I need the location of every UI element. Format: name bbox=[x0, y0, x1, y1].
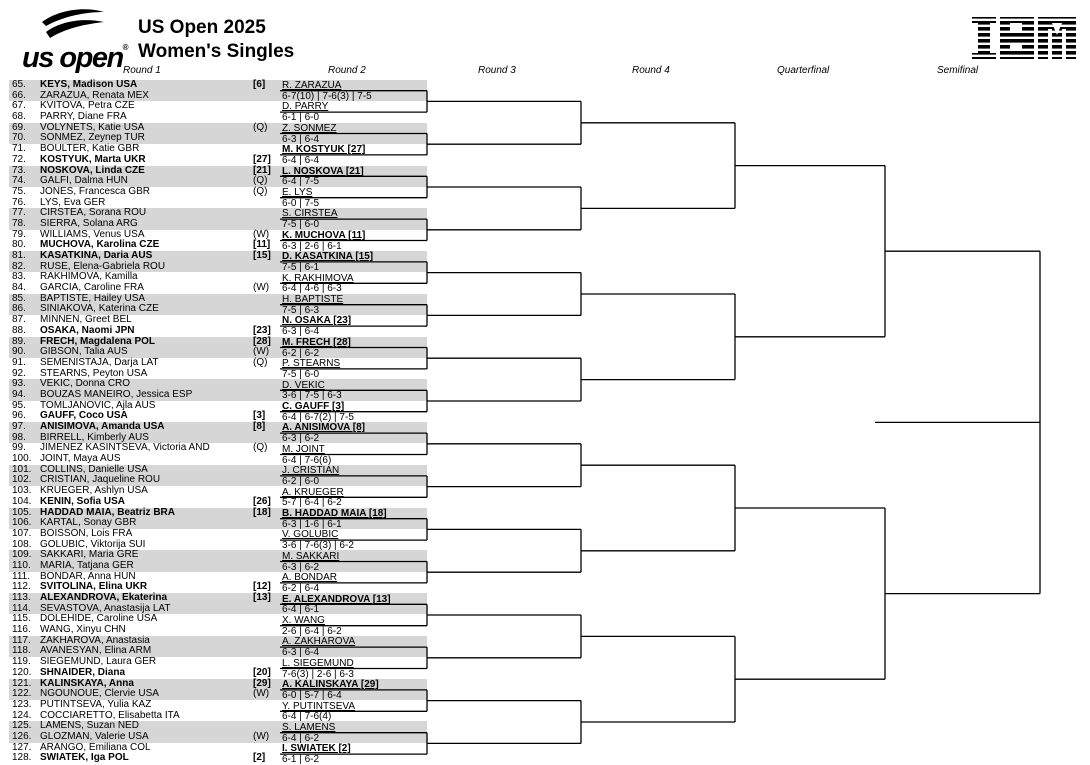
round-2-winner: I. SWIATEK [2] bbox=[282, 743, 351, 755]
player-name: NOSKOVA, Linda CZE bbox=[40, 164, 145, 176]
player-name: JONES, Francesca GBR bbox=[40, 185, 151, 197]
player-name: OSAKA, Naomi JPN bbox=[40, 324, 135, 336]
round-2-score: 6-4 | 7-5 bbox=[282, 176, 320, 188]
semifinal-header: Semifinal bbox=[937, 65, 979, 76]
player-seed: [20] bbox=[253, 666, 271, 678]
round-2-score: 6-4 | 6-7(2) | 7-5 bbox=[282, 411, 354, 423]
draw-position: 123. bbox=[12, 698, 32, 710]
player-name: BIRRELL, Kimberly AUS bbox=[40, 431, 149, 443]
draw-position: 87. bbox=[12, 314, 26, 326]
draw-position: 77. bbox=[12, 207, 26, 219]
draw-position: 102. bbox=[12, 474, 32, 486]
player-seed: (W) bbox=[253, 688, 270, 700]
draw-position: 128. bbox=[12, 752, 32, 764]
round-2-winner: D. VEKIC bbox=[282, 379, 325, 391]
draw-position: 125. bbox=[12, 720, 32, 732]
draw-position: 97. bbox=[12, 421, 26, 432]
player-seed: (Q) bbox=[253, 442, 268, 454]
player-seed: [21] bbox=[253, 164, 271, 176]
draw-position: 84. bbox=[12, 282, 26, 294]
player-name: ZARAZUA, Renata MEX bbox=[40, 89, 149, 101]
player-name: GIBSON, Talia AUS bbox=[40, 346, 128, 358]
round-2-winner: D. KASATKINA [15] bbox=[282, 251, 374, 263]
round-2-score: 6-1 | 6-2 bbox=[282, 754, 320, 765]
round-2-score: 6-2 | 6-2 bbox=[282, 347, 320, 359]
draw-position: 67. bbox=[12, 100, 26, 112]
player-seed: (W) bbox=[253, 228, 270, 240]
quarterfinal-header: Quarterfinal bbox=[777, 65, 830, 76]
player-name: ALEXANDROVA, Ekaterina bbox=[40, 592, 168, 603]
player-name: KASATKINA, Daria AUS bbox=[40, 250, 153, 261]
draw-position: 99. bbox=[12, 442, 26, 454]
player-name: AVANESYAN, Elina ARM bbox=[40, 645, 152, 657]
draw-position: 96. bbox=[12, 410, 26, 422]
round-2-score: 6-7(10) | 7-6(3) | 7-5 bbox=[282, 90, 372, 102]
player-seed: [23] bbox=[253, 324, 271, 336]
round-2-score: 6-0 | 5-7 | 6-4 bbox=[282, 689, 342, 701]
round-2-winner: B. HADDAD MAIA [18] bbox=[282, 508, 387, 519]
round-2-score: 6-3 | 6-4 bbox=[282, 133, 320, 145]
player-name: SEVASTOVA, Anastasija LAT bbox=[40, 602, 171, 614]
round-2-score: 6-2 | 6-0 bbox=[282, 475, 320, 487]
player-name: ZAKHAROVA, Anastasia bbox=[40, 634, 150, 646]
round-2-winner: E. LYS bbox=[282, 187, 313, 198]
player-name: KOSTYUK, Marta UKR bbox=[40, 153, 146, 165]
player-name: BOULTER, Katie GBR bbox=[40, 143, 140, 155]
draw-position: 89. bbox=[12, 335, 26, 347]
draw-position: 88. bbox=[12, 324, 26, 336]
player-seed: (Q) bbox=[253, 175, 268, 187]
round-2-score: 5-7 | 6-4 | 6-2 bbox=[282, 497, 342, 509]
player-name: KRUEGER, Ashlyn USA bbox=[40, 485, 148, 497]
player-seed: [27] bbox=[253, 153, 271, 165]
draw-position: 82. bbox=[12, 260, 26, 272]
player-seed: [29] bbox=[253, 677, 271, 689]
ibm-logo-text: IBM bbox=[968, 15, 970, 16]
draw-position: 124. bbox=[12, 709, 32, 721]
player-seed: (W) bbox=[253, 282, 270, 294]
round-2-score: 7-5 | 6-1 bbox=[282, 261, 320, 273]
round-2-score: 6-2 | 6-4 bbox=[282, 582, 320, 594]
draw-position: 75. bbox=[12, 185, 26, 197]
round-2-score: 6-1 | 6-0 bbox=[282, 112, 320, 124]
player-seed: (W) bbox=[253, 730, 270, 742]
draw-position: 71. bbox=[12, 143, 26, 155]
player-name: GALFI, Dalma HUN bbox=[40, 175, 128, 187]
round-2-winner: A. KRUEGER bbox=[282, 486, 344, 498]
player-seed: (Q) bbox=[253, 121, 268, 133]
draw-position: 113. bbox=[12, 592, 31, 603]
draw-position: 105. bbox=[12, 506, 32, 518]
player-name: NGOUNOUE, Clervie USA bbox=[40, 688, 159, 700]
logo-wordmark: us open bbox=[22, 42, 123, 74]
round-2-winner: A. ZAKHAROVA bbox=[282, 636, 356, 648]
draw-position: 126. bbox=[12, 730, 32, 742]
player-name: RAKHIMOVA, Kamilla bbox=[40, 271, 138, 283]
round-2-winner: K. RAKHIMOVA bbox=[282, 272, 354, 284]
draw-position: 69. bbox=[12, 121, 26, 133]
round-2-winner: K. MUCHOVA [11] bbox=[282, 229, 366, 241]
round-2-winner: J. CRISTIAN bbox=[282, 465, 340, 477]
player-seed: [26] bbox=[253, 495, 271, 507]
player-seed: (Q) bbox=[253, 356, 268, 368]
draw-position: 76. bbox=[12, 196, 26, 208]
round-2-score: 3-6 | 7-6(3) | 6-2 bbox=[282, 540, 354, 552]
player-name: BOISSON, Lois FRA bbox=[40, 527, 133, 539]
player-name: GLOZMAN, Valerie USA bbox=[40, 730, 149, 742]
draw-position: 70. bbox=[12, 132, 26, 144]
round-2-winner: D. PARRY bbox=[282, 101, 329, 113]
player-name: JOINT, Maya AUS bbox=[40, 453, 121, 465]
draw-position: 72. bbox=[12, 153, 26, 165]
round-2-winner: H. BAPTISTE bbox=[282, 294, 344, 305]
player-name: BAPTISTE, Hailey USA bbox=[40, 292, 146, 304]
player-name: DOLEHIDE, Caroline USA bbox=[40, 613, 158, 625]
draw-position: 121. bbox=[12, 677, 32, 689]
draw-position: 118. bbox=[12, 645, 31, 657]
round-2-score: 7-5 | 6-0 bbox=[282, 368, 320, 380]
player-name: WILLIAMS, Venus USA bbox=[40, 228, 145, 240]
player-name: SVITOLINA, Elina UKR bbox=[40, 581, 148, 593]
draw-position: 106. bbox=[12, 517, 32, 529]
player-name: BOUZAS MANEIRO, Jessica ESP bbox=[40, 388, 193, 400]
draw-position: 127. bbox=[12, 741, 32, 753]
round-2-score: 6-4 | 6-4 bbox=[282, 154, 320, 166]
player-name: CRISTIAN, Jaqueline ROU bbox=[40, 474, 161, 486]
player-seed: [13] bbox=[253, 592, 271, 603]
round-2-score: 6-0 | 7-5 bbox=[282, 197, 320, 209]
round-2-winner: P. STEARNS bbox=[282, 358, 341, 370]
round-2-score: 6-3 | 1-6 | 6-1 bbox=[282, 518, 342, 530]
round-2-winner: V. GOLUBIC bbox=[282, 529, 339, 541]
draw-position: 110. bbox=[12, 559, 31, 571]
player-name: KALINSKAYA, Anna bbox=[40, 677, 134, 689]
player-name: WANG, Xinyu CHN bbox=[40, 624, 126, 636]
round-2-score: 6-4 | 6-2 bbox=[282, 732, 320, 744]
player-name: ANISIMOVA, Amanda USA bbox=[40, 421, 165, 432]
player-name: HADDAD MAIA, Beatriz BRA bbox=[40, 506, 176, 518]
player-name: BONDAR, Anna HUN bbox=[40, 570, 136, 582]
player-name: LAMENS, Suzan NED bbox=[40, 720, 139, 732]
draw-position: 103. bbox=[12, 485, 32, 497]
player-name: SAKKARI, Maria GRE bbox=[40, 549, 139, 561]
player-name: COCCIARETTO, Elisabetta ITA bbox=[40, 709, 180, 721]
draw-position: 94. bbox=[12, 388, 26, 400]
player-seed: [8] bbox=[253, 421, 266, 432]
round-2-winner: A. BONDAR bbox=[282, 572, 338, 584]
round-2-winner: N. OSAKA [23] bbox=[282, 315, 352, 327]
player-name: RUSE, Elena-Gabriela ROU bbox=[40, 260, 166, 272]
draw-position: 86. bbox=[12, 303, 26, 315]
draw-position: 85. bbox=[12, 292, 26, 304]
player-name: SHNAIDER, Diana bbox=[40, 666, 126, 678]
registered-mark: ® bbox=[122, 43, 128, 52]
player-name: VEKIC, Donna CRO bbox=[40, 378, 131, 390]
draw-position: 73. bbox=[12, 164, 26, 176]
player-seed: [15] bbox=[253, 250, 271, 261]
draw-position: 120. bbox=[12, 666, 32, 678]
round-2-winner: Z. SONMEZ bbox=[282, 122, 337, 134]
round-2-score: 7-5 | 6-3 bbox=[282, 304, 320, 316]
player-seed: (W) bbox=[253, 346, 270, 358]
player-seed: [6] bbox=[253, 79, 266, 90]
round-2-score: 6-4 | 7-6(4) bbox=[282, 711, 332, 723]
player-name: STEARNS, Peyton USA bbox=[40, 367, 148, 379]
draw-position: 107. bbox=[12, 527, 32, 539]
round-2-winner: M. SAKKARI bbox=[282, 550, 340, 562]
draw-position: 66. bbox=[12, 89, 26, 101]
page-title: US Open 2025 bbox=[138, 17, 266, 38]
round-2-winner: E. ALEXANDROVA [13] bbox=[282, 593, 391, 605]
draw-position: 90. bbox=[12, 346, 26, 358]
round-2-winner: Y. PUTINTSEVA bbox=[282, 700, 355, 712]
round-2-winner: M. KOSTYUK [27] bbox=[282, 144, 366, 156]
draw-position: 98. bbox=[12, 431, 26, 443]
round-2-winner: S. LAMENS bbox=[282, 722, 336, 733]
draw-position: 81. bbox=[12, 250, 26, 261]
round-2-score: 6-4 | 6-1 bbox=[282, 604, 320, 616]
round-4-header: Round 4 bbox=[632, 65, 670, 76]
round-2-winner: M. FRECH [28] bbox=[282, 336, 351, 348]
round-2-winner: S. CIRSTEA bbox=[282, 208, 338, 220]
player-name: SONMEZ, Zeynep TUR bbox=[40, 132, 145, 144]
draw-position: 91. bbox=[12, 356, 26, 368]
draw-position: 92. bbox=[12, 367, 26, 379]
player-name: SINIAKOVA, Katerina CZE bbox=[40, 303, 159, 315]
player-seed: [11] bbox=[253, 239, 271, 251]
player-name: LYS, Eva GER bbox=[40, 196, 106, 208]
player-name: JIMENEZ KASINTSEVA, Victoria AND bbox=[40, 442, 210, 454]
player-name: ARANGO, Emiliana COL bbox=[40, 741, 151, 753]
draw-position: 112. bbox=[12, 581, 31, 593]
player-seed: [3] bbox=[253, 410, 266, 422]
draw-position: 83. bbox=[12, 271, 26, 283]
round-2-score: 6-3 | 6-4 bbox=[282, 326, 320, 338]
draw-position: 116. bbox=[12, 624, 31, 636]
round-2-score: 6-3 | 6-2 bbox=[282, 561, 320, 573]
player-name: GOLUBIC, Viktorija SUI bbox=[40, 538, 146, 550]
player-seed: [12] bbox=[253, 581, 271, 593]
draw-position: 65. bbox=[12, 79, 26, 90]
player-name: PARRY, Diane FRA bbox=[40, 111, 127, 123]
draw-position: 122. bbox=[12, 688, 32, 700]
round-2-score: 6-4 | 7-6(6) bbox=[282, 454, 332, 466]
player-name: COLLINS, Danielle USA bbox=[40, 463, 148, 475]
player-name: GAUFF, Coco USA bbox=[40, 410, 128, 422]
draw-position: 109. bbox=[12, 549, 32, 561]
player-seed: (Q) bbox=[253, 185, 268, 197]
round-2-winner: M. JOINT bbox=[282, 443, 325, 455]
player-name: MINNEN, Greet BEL bbox=[40, 314, 132, 326]
page-subtitle: Women's Singles bbox=[138, 41, 295, 62]
round-2-score: 6-4 | 4-6 | 6-3 bbox=[282, 283, 342, 295]
round-1-header: Round 1 bbox=[123, 65, 161, 76]
round-2-score: 3-6 | 7-5 | 6-3 bbox=[282, 390, 342, 402]
round-2-winner: C. GAUFF [3] bbox=[282, 401, 345, 412]
player-name: SWIATEK, Iga POL bbox=[40, 752, 129, 764]
draw-position: 104. bbox=[12, 495, 32, 507]
round-2-score: 6-3 | 6-4 bbox=[282, 647, 320, 659]
player-name: CIRSTEA, Sorana ROU bbox=[40, 207, 147, 219]
draw-position: 119. bbox=[12, 656, 31, 668]
player-name: TOMLJANOVIC, Ajla AUS bbox=[40, 399, 156, 411]
draw-position: 100. bbox=[12, 453, 32, 465]
round-2-score: 6-3 | 2-6 | 6-1 bbox=[282, 240, 342, 252]
round-2-score: 2-6 | 6-4 | 6-2 bbox=[282, 625, 342, 637]
round-2-header: Round 2 bbox=[328, 65, 366, 76]
draw-position: 117. bbox=[12, 634, 31, 646]
round-2-score: 6-3 | 6-2 bbox=[282, 433, 320, 445]
draw-position: 114. bbox=[12, 602, 31, 614]
player-name: VOLYNETS, Katie USA bbox=[40, 121, 145, 133]
player-seed: [18] bbox=[253, 506, 271, 518]
round-2-winner: L. SIEGEMUND bbox=[282, 657, 354, 669]
round-2-winner: A. ANISIMOVA [8] bbox=[282, 422, 365, 434]
draw-position: 93. bbox=[12, 378, 26, 390]
draw-position: 79. bbox=[12, 228, 26, 240]
round-2-score: 7-5 | 6-0 bbox=[282, 219, 320, 231]
player-name: KENIN, Sofia USA bbox=[40, 495, 126, 507]
player-name: KARTAL, Sonay GBR bbox=[40, 517, 137, 529]
draw-position: 108. bbox=[12, 538, 32, 550]
round-2-winner: X. WANG bbox=[282, 615, 325, 626]
draw-position: 68. bbox=[12, 111, 26, 123]
round-2-winner: A. KALINSKAYA [29] bbox=[282, 679, 379, 691]
player-name: MARIA, Tatjana GER bbox=[40, 559, 134, 571]
round-2-winner: L. NOSKOVA [21] bbox=[282, 165, 364, 177]
draw-position: 101. bbox=[12, 463, 32, 475]
draw-position: 74. bbox=[12, 175, 26, 187]
player-seed: [2] bbox=[253, 752, 266, 764]
draw-position: 80. bbox=[12, 239, 26, 251]
round-2-winner: R. ZARAZUA bbox=[282, 80, 342, 91]
player-name: SIERRA, Solana ARG bbox=[40, 217, 138, 229]
player-name: PUTINTSEVA, Yulia KAZ bbox=[40, 698, 152, 710]
round-2-score: 7-6(3) | 2-6 | 6-3 bbox=[282, 668, 354, 680]
draw-position: 95. bbox=[12, 399, 26, 411]
round-3-header: Round 3 bbox=[478, 65, 516, 76]
player-name: KEYS, Madison USA bbox=[40, 79, 138, 90]
player-name: FRECH, Magdalena POL bbox=[40, 335, 156, 347]
player-name: SIEGEMUND, Laura GER bbox=[40, 656, 157, 668]
player-name: SEMENISTAJA, Darja LAT bbox=[40, 356, 159, 368]
player-seed: [28] bbox=[253, 335, 271, 347]
player-name: GARCIA, Caroline FRA bbox=[40, 282, 144, 294]
draw-position: 115. bbox=[12, 613, 31, 625]
draw-position: 111. bbox=[12, 570, 30, 582]
player-name: KVITOVA, Petra CZE bbox=[40, 100, 135, 112]
player-name: MUCHOVA, Karolina CZE bbox=[40, 239, 160, 251]
draw-position: 78. bbox=[12, 217, 26, 229]
